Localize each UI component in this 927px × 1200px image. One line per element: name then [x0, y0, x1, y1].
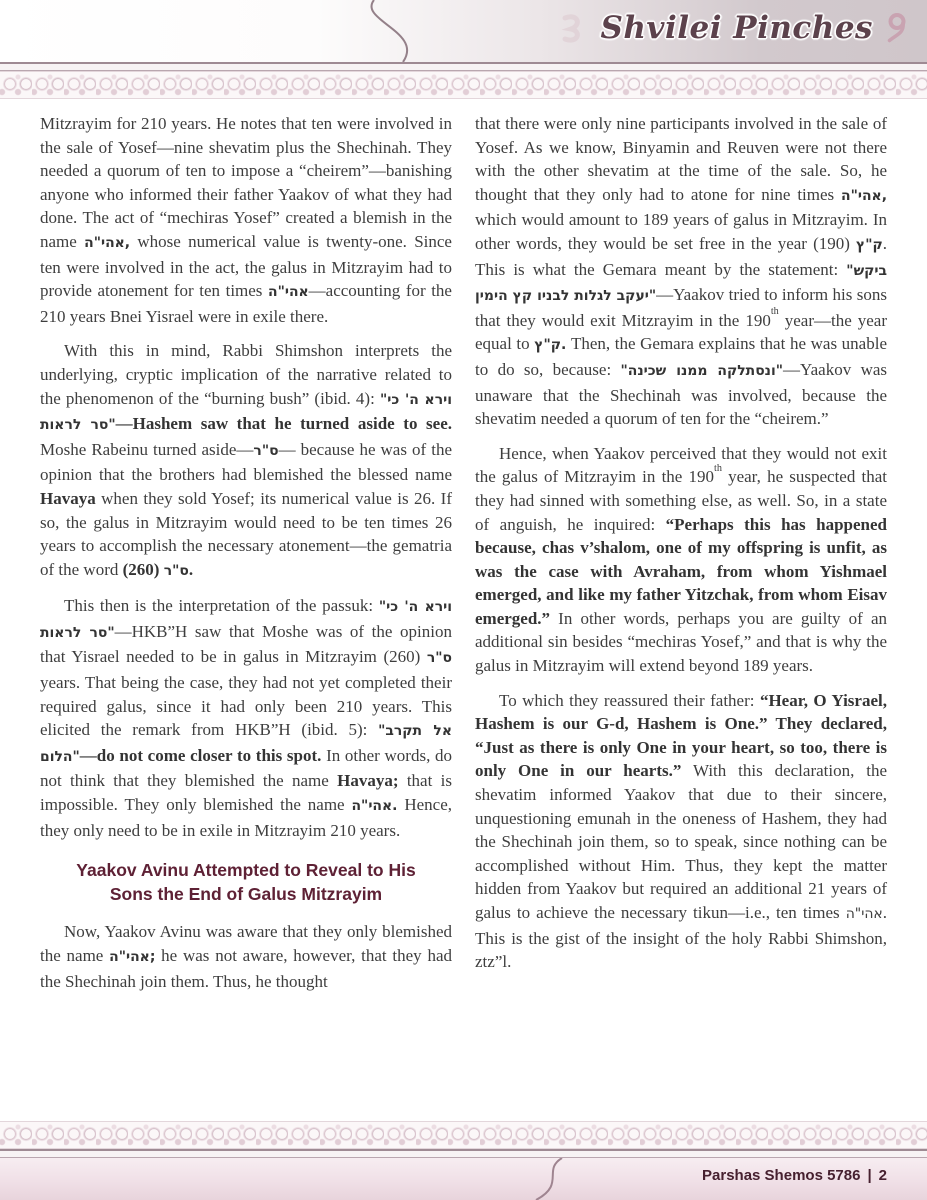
left-column: [40, 112, 452, 1121]
publication-title: Shvilei Pinches: [600, 10, 873, 46]
page-number: 2: [878, 1167, 887, 1184]
page-body: [0, 99, 927, 1121]
paragraph: Now, Yaakov Avinu was aware that they only blemished the name אהי"ה; he was not aware, however, that they had the Shechinah join them. Thus, he thought: [40, 922, 453, 991]
paragraph: This then is the interpretation of the passuk: "וירא ה' כי סר לראות"—HKB”H saw that Moshe was of the opinion that Yisrael needed to be in galus in Mitzrayim ס"ר (260) years. That being the case, they had not yet completed their required galus, since it had only been 210 years. This elicited the remark from HKB”H (ibid. 5): "אל תקרב הלום"—do not come closer to this spot. In other words, do not think that they blemished the name Havaya; that is impossible. They only blemished the name אהי"ה. Hence, they only need to be in exile in Mitzrayim 210 years.: [40, 596, 453, 840]
scroll-ornament-icon: [883, 12, 909, 44]
lace-border-top: [0, 71, 927, 99]
paragraph: To which they reassured their father: “Hear, O Yisrael, Hashem is our G-d, Hashem is One.” They declared, “Just as there is only One in your heart, so too, there is only One in our hearts.” With this declaration, the shevatim informed Yaakov that due to their sincere, unquestioning emunah in the oneness of Hashem, they had the Shechinah join them, so to speak, since nothing can be accomplished without Him. Thus, they kept the matter hidden from Yaakov but required an additional 21 years of galus to achieve the necessary tikun—i.e., ten times אהי"ה. This is the gist of the insight of the holy Rabbi Shimshon, ztz”l.: [475, 690, 887, 972]
footer-text: [702, 1167, 887, 1184]
header-rule: [0, 62, 927, 71]
paragraph: Hence, when Yaakov perceived that they would not exit the galus of Mitzrayim in the 190th year, he suspected that they had sinned with something else, as well. So, in a state of anguish, he inquired: “Perhaps this has happened because, chas v’shalom, one of my offspring is unfit, as was the case with Avraham, from whom Yishmael emerged, and like my father Yitzchak, from whom Eisav emerged.” In other words, perhaps you are guilty of an additional sin besides “mechiras Yosef,” and that is why the galus in Mitzrayim will extend beyond 189 years.: [475, 443, 887, 676]
lace-border-bottom: [0, 1121, 927, 1149]
page-header: [0, 0, 927, 62]
faded-ornament-icon: [557, 11, 587, 45]
footer-label: Parshas Shemos 5786: [702, 1167, 861, 1184]
paragraph: With this in mind, Rabbi Shimshon interprets the underlying, cryptic implication of the narrative related to the phenomenon of the “burning bush” (ibid. 4): "וירא ה' כי סר לראות"—Hashem saw that he turned aside to see. Moshe Rabeinu turned aside—ס"ר— because he was of the opinion that the brothers had blemished the blessed name Havaya when they sold Yosef; its numerical value is 26. If so, the galus in Mitzrayim would need to be ten times 26 years to accomplish the necessary atonement—the gematria of the word ס"ר (260).: [40, 341, 452, 579]
footer-rule: [0, 1149, 927, 1158]
paragraph: Mitzrayim for 210 years. He notes that ten were involved in the sale of Yosef—nine shevatim plus the Shechinah. They needed a quorum of ten to impose a “cheirem”—banishing anyone who informed their father Yaakov of what they had done. The act of “mechiras Yosef” created a blemish in the name אהי"ה, whose numerical value is twenty-one. Since ten were involved in the act, the galus in Mitzrayim had to provide atonement for ten times אהי"ה—accounting for the 210 years Bnei Yisrael were in exile there.: [40, 114, 452, 326]
section-heading: Yaakov Avinu Attempted to Reveal to His Sons the End of Galus Mitzrayim: [76, 860, 416, 904]
footer-separator: |: [867, 1167, 872, 1184]
right-column: [475, 112, 887, 1121]
page-footer: [0, 1158, 927, 1200]
paragraph: that there were only nine participants involved in the sale of Yosef. As we know, Binyamin and Reuven were not there with the other shevatim at the time of the sale. So, he thought that they only had to atone for nine times אהי"ה, which would amount to 189 years of galus in Mitzrayim. In other words, they would be set free in the year ק"ץ (190). This is what the Gemara meant by the statement: "ביקש יעקב לגלות לבניו קץ הימין"—Yaakov tried to inform his sons that they would exit Mitzrayim in the 190th year—the year equal to ק"ץ. Then, the Gemara explains that he was unable to do so, because: "ונסתלקה ממנו שכינה"—Yaakov was unaware that the Shechinah was involved, because the shevatim needed a quorum of ten for the “cheirem.”: [475, 114, 888, 429]
masthead: [557, 8, 910, 48]
